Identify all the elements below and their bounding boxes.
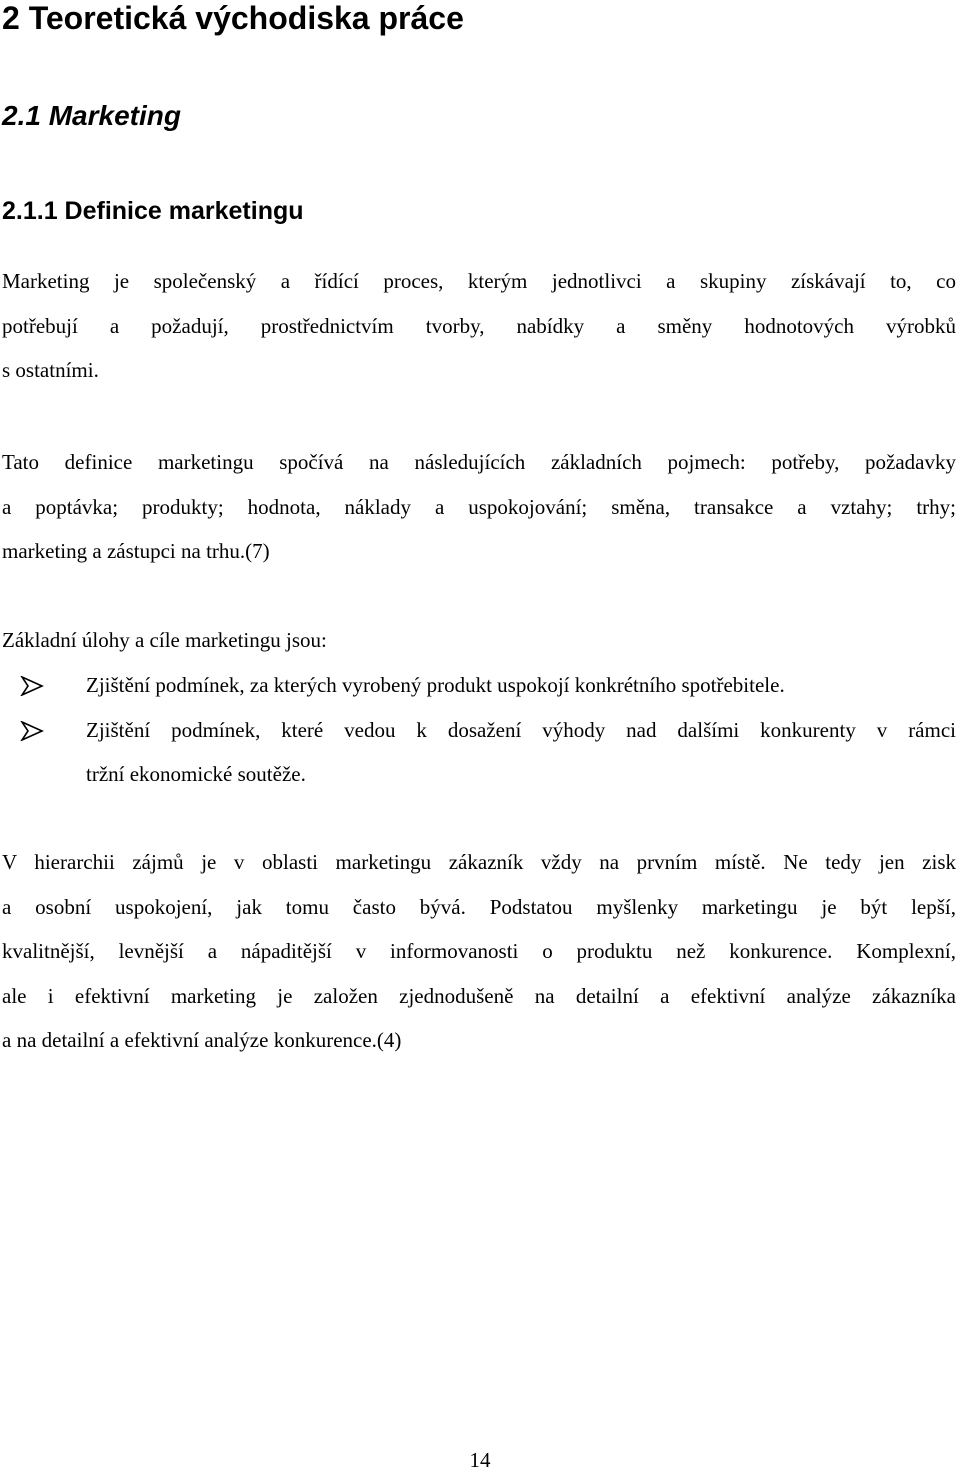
text-line: Marketing je společenský a řídící proces, kterým jednotlivci a skupiny získávají to, co xyxy=(2,269,956,293)
goals-list xyxy=(2,663,956,797)
paragraph-hierarchy xyxy=(2,840,956,1063)
page-number: 14 xyxy=(469,1448,491,1472)
text-line: Tato definice marketingu spočívá na následujících základních pojmech: potřeby, požadavky xyxy=(2,450,956,474)
text-line: kvalitnější, levnější a nápaditější v informovanosti o produktu než konkurence. Komplexní, xyxy=(2,939,956,963)
arrowhead-bullet-icon xyxy=(20,676,44,696)
text-line: s ostatními. xyxy=(2,358,99,382)
paragraph-concepts xyxy=(2,440,956,574)
list-item-text: tržní ekonomické soutěže. xyxy=(86,762,306,786)
text-line: ale i efektivní marketing je založen zjednodušeně na detailní a efektivní analýze zákazníka xyxy=(2,983,956,1008)
text-line: a poptávka; produkty; hodnota, náklady a uspokojování; směna, transakce a vztahy; trhy; xyxy=(2,494,956,519)
text-line: potřebují a požadují, prostřednictvím tvorby, nabídky a směny hodnotových výrobků xyxy=(2,313,956,338)
text-line: marketing a zástupci na trhu.(7) xyxy=(2,539,270,563)
list-item-text: Zjištění podmínek, které vedou k dosažení výhody nad dalšími konkurenty v rámci xyxy=(86,717,956,742)
text-line: a na detailní a efektivní analýze konkurence.(4) xyxy=(2,1028,402,1052)
subsection-heading: 2.1.1 Definice marketingu xyxy=(2,197,304,225)
arrowhead-bullet-icon xyxy=(20,721,44,741)
paragraph-goals-intro xyxy=(2,618,956,663)
section-heading: 2.1 Marketing xyxy=(2,100,181,131)
paragraph-definition xyxy=(2,259,956,393)
text-line: V hierarchii zájmů je v oblasti marketingu zákazník vždy na prvním místě. Ne tedy jen zisk xyxy=(2,850,956,874)
list-item xyxy=(2,708,956,797)
text-line: Základní úlohy a cíle marketingu jsou: xyxy=(2,628,327,652)
chapter-heading: 2 Teoretická východiska práce xyxy=(2,0,464,36)
text-line: a osobní uspokojení, jak tomu často bývá. Podstatou myšlenky marketingu je být lepší, xyxy=(2,894,956,919)
list-item xyxy=(2,663,956,708)
list-item-text: Zjištění podmínek, za kterých vyrobený produkt uspokojí konkrétního spotřebitele. xyxy=(86,673,785,697)
